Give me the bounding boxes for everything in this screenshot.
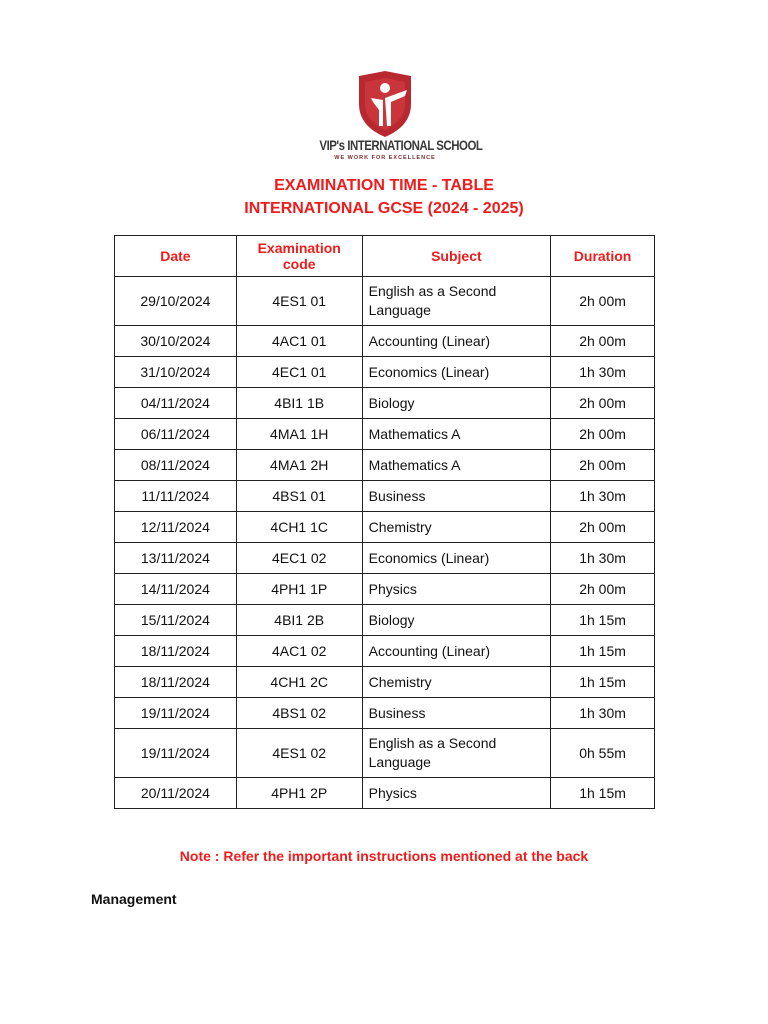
header-subject: Subject [362, 236, 551, 277]
cell-date: 29/10/2024 [115, 277, 237, 326]
cell-date: 04/11/2024 [115, 388, 237, 419]
header-duration: Duration [551, 236, 655, 277]
cell-subject: Business [362, 698, 551, 729]
cell-duration: 1h 30m [551, 543, 655, 574]
note-text: Note : Refer the important instructions mentioned at the back [179, 848, 589, 864]
cell-duration: 0h 55m [551, 729, 655, 778]
cell-code: 4ES1 02 [236, 729, 362, 778]
cell-duration: 1h 15m [551, 636, 655, 667]
cell-date: 18/11/2024 [115, 636, 237, 667]
cell-subject: Biology [362, 388, 551, 419]
table-row [115, 698, 655, 729]
exam-timetable [114, 235, 655, 809]
cell-duration: 1h 30m [551, 481, 655, 512]
cell-date: 13/11/2024 [115, 543, 237, 574]
page-subtitle: INTERNATIONAL GCSE (2024 - 2025) [244, 200, 524, 217]
cell-date: 11/11/2024 [115, 481, 237, 512]
cell-subject: Physics [362, 778, 551, 809]
cell-code: 4BS1 02 [236, 698, 362, 729]
cell-duration: 1h 15m [551, 605, 655, 636]
cell-date: 08/11/2024 [115, 450, 237, 481]
school-name: VIP's INTERNATIONAL SCHOOL [319, 137, 483, 153]
cell-subject: Chemistry [362, 667, 551, 698]
table-row [115, 543, 655, 574]
cell-duration: 2h 00m [551, 277, 655, 326]
cell-subject: English as a Second Language [362, 729, 551, 778]
cell-code: 4CH1 1C [236, 512, 362, 543]
cell-code: 4BI1 1B [236, 388, 362, 419]
cell-duration: 2h 00m [551, 450, 655, 481]
cell-code: 4AC1 02 [236, 636, 362, 667]
cell-duration: 2h 00m [551, 419, 655, 450]
shield-crest-icon [355, 70, 415, 138]
table-row [115, 605, 655, 636]
cell-duration: 1h 30m [551, 698, 655, 729]
cell-subject: Biology [362, 605, 551, 636]
cell-code: 4CH1 2C [236, 667, 362, 698]
table-header-row [115, 236, 655, 277]
cell-subject: Accounting (Linear) [362, 636, 551, 667]
table-row [115, 388, 655, 419]
cell-duration: 2h 00m [551, 326, 655, 357]
cell-subject: Mathematics A [362, 450, 551, 481]
cell-date: 12/11/2024 [115, 512, 237, 543]
cell-subject: English as a Second Language [362, 277, 551, 326]
table-row [115, 636, 655, 667]
cell-code: 4BS1 01 [236, 481, 362, 512]
cell-duration: 1h 30m [551, 357, 655, 388]
school-logo [305, 70, 483, 162]
cell-duration: 2h 00m [551, 512, 655, 543]
table-row [115, 277, 655, 326]
header-exam-code: Examination code [236, 236, 362, 277]
cell-date: 31/10/2024 [115, 357, 237, 388]
cell-subject: Mathematics A [362, 419, 551, 450]
cell-date: 20/11/2024 [115, 778, 237, 809]
cell-code: 4PH1 1P [236, 574, 362, 605]
cell-duration: 1h 15m [551, 667, 655, 698]
cell-subject: Physics [362, 574, 551, 605]
cell-date: 18/11/2024 [115, 667, 237, 698]
cell-code: 4AC1 01 [236, 326, 362, 357]
table-row [115, 357, 655, 388]
table-row [115, 326, 655, 357]
cell-subject: Chemistry [362, 512, 551, 543]
cell-date: 19/11/2024 [115, 729, 237, 778]
table-row [115, 729, 655, 778]
page-title: EXAMINATION TIME - TABLE [274, 177, 494, 194]
cell-subject: Accounting (Linear) [362, 326, 551, 357]
school-tagline: WE WORK FOR EXCELLENCE [334, 155, 436, 161]
cell-date: 06/11/2024 [115, 419, 237, 450]
cell-code: 4BI1 2B [236, 605, 362, 636]
table-row [115, 667, 655, 698]
cell-duration: 2h 00m [551, 574, 655, 605]
table-row [115, 512, 655, 543]
cell-date: 15/11/2024 [115, 605, 237, 636]
cell-date: 19/11/2024 [115, 698, 237, 729]
header-date: Date [115, 236, 237, 277]
cell-code: 4MA1 1H [236, 419, 362, 450]
cell-subject: Business [362, 481, 551, 512]
table-row [115, 574, 655, 605]
cell-date: 14/11/2024 [115, 574, 237, 605]
table-row [115, 778, 655, 809]
signature-management: Management [91, 891, 177, 907]
table-row [115, 450, 655, 481]
table-row [115, 481, 655, 512]
cell-subject: Economics (Linear) [362, 543, 551, 574]
cell-duration: 2h 00m [551, 388, 655, 419]
cell-code: 4EC1 01 [236, 357, 362, 388]
cell-code: 4PH1 2P [236, 778, 362, 809]
cell-subject: Economics (Linear) [362, 357, 551, 388]
table-row [115, 419, 655, 450]
cell-code: 4ES1 01 [236, 277, 362, 326]
cell-date: 30/10/2024 [115, 326, 237, 357]
cell-code: 4EC1 02 [236, 543, 362, 574]
cell-code: 4MA1 2H [236, 450, 362, 481]
cell-duration: 1h 15m [551, 778, 655, 809]
